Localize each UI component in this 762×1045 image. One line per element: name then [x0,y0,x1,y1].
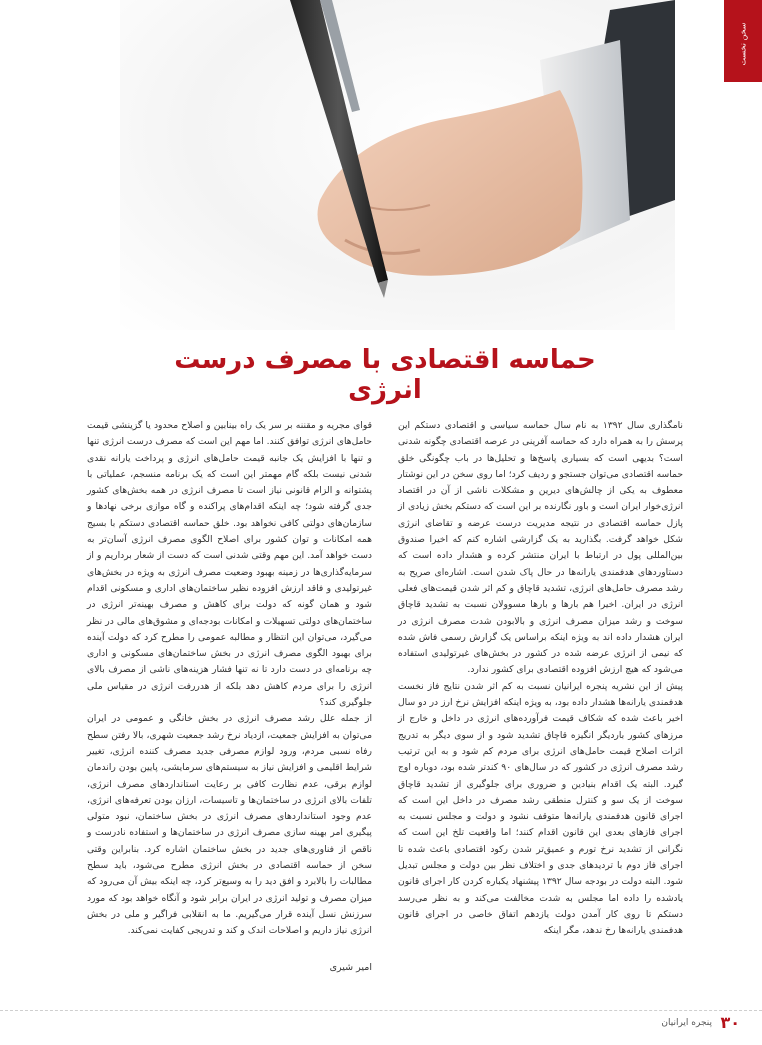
section-tab-label: سخن نخست [738,22,748,66]
article-column-right [398,418,683,940]
hand-with-pen-image [120,0,675,330]
footer-divider [0,1010,762,1011]
article-title: حماسه اقتصادی با مصرف درست انرژی [174,345,596,405]
section-tab [724,0,762,82]
paragraph: قوای مجریه و مقننه بر سر یک راه بینابین و اصلاح محدود یا گزینشی قیمت حامل‌های انرژی توافق کنند. اما مهم این است که مصرف درست انرژی تنها و تنها با افزایش یک جانبه قیمت حامل‌های انرژی و پرداخت یارانه نقدی شدنی نیست بلکه گام مهمتر این است که یک برنامه منسجم، عملیاتی با پشتوانه و الزام قانونی نیاز است تا مصرف انرژی در همه بخش‌های کشور جدی گرفته شود؛ چه اینکه اقدام‌های پراکنده و گاه موازی برخی نهادها و سازمان‌های دولتی کافی نخواهد بود. خلق حماسه اقتصادی دستکم با بسیج همه امکانات و توان کشور برای اصلاح الگوی مصرف انرژی آسان‌تر به دست خواهد آمد. این مهم وقتی شدنی است که دست از شعار برداریم و از سرمایه‌گذاری‌ها در زمینه بهبود وضعیت مصرف انرژی به ویژه در بخش‌های غیرتولیدی و فاقد ارزش افزوده نظیر ساختمان‌های اداری و مسکونی اقدام شود و همان گونه که دولت برای کاهش و مصرف بهینه‌تر انرژی در ساختمان‌های دولتی تسهیلات و امکانات بودجه‌ای و مشوق‌های مالی در نظر می‌گیرد، می‌توان این انتظار و مطالبه عمومی را مطرح کرد که دولت آینده برای بهبود الگوی مصرف انرژی در بخش ساختمان‌های مسکونی و اداری چه برنامه‌ای در دست دارد تا نه تنها فشار هزینه‌های ناشی از مصرف بالای انرژی را برای مردم کاهش دهد بلکه از هدررفت انرژی در مقیاس ملی جلوگیری کند؟ [87,420,372,709]
paragraph: از جمله علل رشد مصرف انرژی در بخش خانگی و عمومی در ایران می‌توان به افزایش جمعیت، ازدیاد نرخ رشد جمعیت شهری، بالا رفتن سطح رفاه نسبی مردم، ورود لوازم مصرفی جدید مصرف کننده انرژی، تغییر شرایط اقلیمی و افزایش نیاز به سیستم‌های سرمایشی، پایین بودن راندمان لوازم برقی، عدم نظارت کافی بر رعایت استانداردهای مصرف انرژی، تلفات بالای انرژی در ساختمان‌ها و تاسیسات، ارزان بودن تعرفه‌های انرژی، عدم وجود استانداردهای مصرف انرژی در بخش ساختمان، نبود متولی پیگیری امر بهینه سازی مصرف انرژی در ساختمان‌ها و استفاده نادرست و ناقص از فناوری‌های جدید در بخش ساختمان اشاره کرد. بنابراین وقتی سخن از حماسه اقتصادی در بخش انرژی مطرح می‌شود، باید سطح مطالبات را بالابرد و افق دید را به وسیع‌تر کرد، چه اینکه بیش آن می‌رود که میزان مصرف و تولید انرژی در ایران برابر شود و آنگاه خواهد بود که مورد سرزنش نسل آینده قرار می‌گیریم. ما به انقلابی فراگیر و ملی در بخش انرژی نیاز داریم و اصلاحات اندک و کند و تدریجی کفایت نمی‌کند. [87,713,372,937]
paragraph: نامگذاری سال ۱۳۹۲ به نام سال حماسه سیاسی و اقتصادی دستکم این پرسش را به همراه دارد که حماسه آفرینی در عرصه اقتصادی چگونه شدنی است؟ بدیهی است که بسیاری پاسخ‌ها و تحلیل‌ها در باب چگونگی خلق حماسه اقتصادی می‌توان جستجو و ردیف کرد؛ اما روی سخن در این نوشتار معطوف به یکی از چالش‌های دیرین و مشکلات ناشی از آن در اقتصاد انرژی‌خوار ایران است و باور نگارنده بر این است که دستکم بخش زیادی از پازل حماسه اقتصادی در نتیجه مدیریت درست عرضه و تقاضای انرژی شکل خواهد گرفت. بگذارید به یک گزارشی اشاره کنم که اخیرا صندوق بین‌المللی پول در ارتباط با ایران منتشر کرده و هشدار داده است که دستاوردهای هدفمندی یارانه‌ها در حال پاک شدن است. اشاره‌ای صریح به رشد مصرف حامل‌های انرژی، تشدید قاچاق و کم اثر شدن قیمت‌های فعلی انرژی در ایران. اخیرا هم بارها و بارها مسوولان نسبت به تشدید قاچاق سوخت و رشد میزان مصرف انرژی و بالابودن شدت مصرف انرژی در ایران هشدار داده اند به ویژه اینکه براساس یک گزارش رسمی فاش شده که نیمی از انرژی عرضه شده در کشور در بخش‌های غیرتولیدی استفاده می‌شود که هیچ ارزش افزوده اقتصادی برای کشور ندارد. [398,420,683,676]
hand-writing-photo [120,0,675,330]
article-column-left [87,418,372,940]
author-name: امیر شیری [329,962,372,973]
magazine-name: پنجره ایرانیان [661,1018,712,1028]
paragraph: پیش از این نشریه پنجره ایرانیان نسبت به کم اثر شدن نتایج فاز نخست هدفمندی یارانه‌ها هشدار داده بود، به ویژه اینکه افزایش نرخ ارز در دو سال اخیر باعث شده که شکاف قیمت فرآورده‌های انرژی در داخل و خارج از مرزهای کشور باردیگر انگیزه قاچاق تشدید شود و از سوی دیگر به تدریج اثرات اصلاح قیمت حامل‌های انرژی برای مردم کم شود و به این ترتیب رشد مصرف انرژی در کشور که در سال‌های ۹۰ کندتر شده بود، دوباره اوج گیرد. البته یک اقدام بنیادین و ضروری برای جلوگیری از تشدید قاچاق سوخت از یک سو و کنترل منطقی رشد مصرف در داخل این است که اجرای قانون هدفمندی یارانه‌ها متوقف نشود و دولت و مجلس نسبت به اجرای فازهای بعدی این قانون اقدام کنند؛ اما واقعیت تلخ این است که نگرانی از تشدید نرخ تورم و عمیق‌تر شدن رکود اقتصادی باعث شده تا اجرای فاز دوم با تردیدهای جدی و اختلاف نظر بین دولت و مجلس تبدیل شود. البته دولت در بودجه سال ۱۳۹۲ پیشنهاد یکباره کردن کار اجرای قانون یادشده را داده اما مجلس به شدت مخالفت می‌کند و به نظر می‌رسد دستکم تا روی کار آمدن دولت یازدهم اتفاق خاصی در اجرای قانون هدفمندی یارانه‌ها رخ ندهد، مگر اینکه [398,680,683,937]
page-number: ۳۰ [720,1013,740,1032]
